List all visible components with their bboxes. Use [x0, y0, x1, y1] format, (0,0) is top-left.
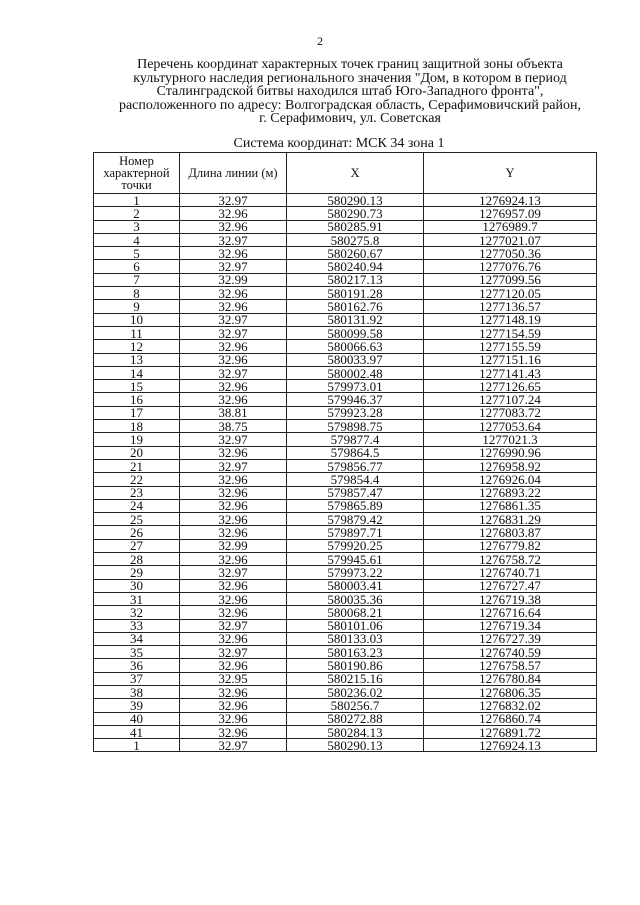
cell-line-length: 32.96	[180, 380, 287, 393]
cell-x: 579897.71	[287, 526, 424, 539]
cell-y: 1276727.39	[424, 632, 597, 645]
cell-x: 579946.37	[287, 393, 424, 406]
cell-y: 1276957.09	[424, 207, 597, 220]
cell-y: 1277155.59	[424, 340, 597, 353]
cell-line-length: 32.97	[180, 194, 287, 207]
cell-line-length: 32.96	[180, 340, 287, 353]
cell-x: 580190.86	[287, 659, 424, 672]
table-row	[94, 207, 597, 220]
cell-line-length: 32.99	[180, 539, 287, 552]
cell-y: 1277154.59	[424, 326, 597, 339]
cell-y: 1276806.35	[424, 685, 597, 698]
coordinate-system-caption: Система координат: МСК 34 зона 1	[233, 136, 445, 151]
cell-point-number: 11	[94, 326, 180, 339]
cell-point-number: 10	[94, 313, 180, 326]
table-row	[94, 499, 597, 512]
cell-line-length: 32.97	[180, 459, 287, 472]
cell-point-number: 25	[94, 513, 180, 526]
cell-point-number: 9	[94, 300, 180, 313]
cell-line-length: 32.97	[180, 260, 287, 273]
cell-x: 580066.63	[287, 340, 424, 353]
cell-x: 580191.28	[287, 287, 424, 300]
cell-point-number: 16	[94, 393, 180, 406]
cell-point-number: 15	[94, 380, 180, 393]
cell-y: 1276926.04	[424, 473, 597, 486]
cell-x: 580033.97	[287, 353, 424, 366]
cell-point-number: 17	[94, 406, 180, 419]
cell-y: 1276891.72	[424, 725, 597, 738]
cell-y: 1276758.57	[424, 659, 597, 672]
cell-x: 580068.21	[287, 606, 424, 619]
title-line: Перечень координат характерных точек границ защитной зоны объекта	[137, 57, 563, 72]
cell-x: 580099.58	[287, 326, 424, 339]
cell-y: 1276860.74	[424, 712, 597, 725]
cell-line-length: 32.95	[180, 672, 287, 685]
header-point-number: Номер характерной точки	[94, 153, 180, 194]
cell-point-number: 31	[94, 592, 180, 605]
cell-x: 580162.76	[287, 300, 424, 313]
cell-line-length: 32.96	[180, 287, 287, 300]
cell-point-number: 18	[94, 420, 180, 433]
cell-line-length: 32.96	[180, 553, 287, 566]
table-row	[94, 459, 597, 472]
cell-line-length: 32.96	[180, 446, 287, 459]
cell-x: 580260.67	[287, 247, 424, 260]
cell-y: 1277053.64	[424, 420, 597, 433]
cell-point-number: 20	[94, 446, 180, 459]
title-line: Сталинградской битвы находился штаб Юго-Западного фронта",	[156, 84, 544, 99]
table-row	[94, 646, 597, 659]
cell-line-length: 32.96	[180, 685, 287, 698]
cell-line-length: 32.97	[180, 646, 287, 659]
cell-point-number: 24	[94, 499, 180, 512]
cell-x: 579877.4	[287, 433, 424, 446]
cell-x: 580290.13	[287, 194, 424, 207]
cell-y: 1277136.57	[424, 300, 597, 313]
cell-x: 580236.02	[287, 685, 424, 698]
cell-x: 579920.25	[287, 539, 424, 552]
cell-x: 580284.13	[287, 725, 424, 738]
cell-y: 1277083.72	[424, 406, 597, 419]
table-row	[94, 353, 597, 366]
cell-x: 579879.42	[287, 513, 424, 526]
title-line: г. Серафимович, ул. Советская	[259, 111, 441, 126]
cell-line-length: 32.97	[180, 366, 287, 379]
table-row	[94, 194, 597, 207]
cell-line-length: 32.97	[180, 739, 287, 752]
cell-x: 579923.28	[287, 406, 424, 419]
cell-x: 580163.23	[287, 646, 424, 659]
cell-point-number: 21	[94, 459, 180, 472]
cell-x: 579898.75	[287, 420, 424, 433]
cell-point-number: 26	[94, 526, 180, 539]
table-row	[94, 473, 597, 486]
cell-line-length: 32.96	[180, 393, 287, 406]
cell-line-length: 32.96	[180, 592, 287, 605]
cell-y: 1276779.82	[424, 539, 597, 552]
cell-x: 579857.47	[287, 486, 424, 499]
cell-line-length: 32.96	[180, 247, 287, 260]
cell-x: 579865.89	[287, 499, 424, 512]
cell-line-length: 38.81	[180, 406, 287, 419]
table-row	[94, 313, 597, 326]
cell-line-length: 32.97	[180, 313, 287, 326]
title-line: культурного наследия регионального значения "Дом, в котором в период	[133, 70, 567, 86]
cell-line-length: 32.96	[180, 632, 287, 645]
cell-point-number: 8	[94, 287, 180, 300]
table-row	[94, 632, 597, 645]
cell-x: 580272.88	[287, 712, 424, 725]
table-row	[94, 619, 597, 632]
cell-y: 1276740.71	[424, 566, 597, 579]
cell-y: 1276803.87	[424, 526, 597, 539]
cell-x: 580035.36	[287, 592, 424, 605]
cell-x: 580133.03	[287, 632, 424, 645]
cell-point-number: 33	[94, 619, 180, 632]
cell-x: 580285.91	[287, 220, 424, 233]
cell-point-number: 14	[94, 366, 180, 379]
cell-point-number: 2	[94, 207, 180, 220]
table-row	[94, 486, 597, 499]
cell-line-length: 32.96	[180, 207, 287, 220]
cell-y: 1276716.64	[424, 606, 597, 619]
page-number: 2	[317, 34, 323, 48]
title-line: расположенного по адресу: Волгоградская область, Серафимовичский район,	[118, 97, 582, 113]
cell-line-length: 32.96	[180, 725, 287, 738]
header-y: Y	[424, 153, 597, 194]
coordinates-table	[93, 152, 597, 752]
cell-y: 1276924.13	[424, 739, 597, 752]
cell-line-length: 32.96	[180, 526, 287, 539]
table-row	[94, 712, 597, 725]
table-body	[94, 194, 597, 752]
cell-y: 1276758.72	[424, 553, 597, 566]
cell-x: 580256.7	[287, 699, 424, 712]
cell-point-number: 28	[94, 553, 180, 566]
cell-point-number: 34	[94, 632, 180, 645]
cell-line-length: 32.97	[180, 233, 287, 246]
cell-x: 580002.48	[287, 366, 424, 379]
cell-y: 1276893.22	[424, 486, 597, 499]
table-row	[94, 513, 597, 526]
table-row	[94, 247, 597, 260]
table-row	[94, 526, 597, 539]
cell-y: 1276832.02	[424, 699, 597, 712]
cell-x: 580101.06	[287, 619, 424, 632]
table-row	[94, 326, 597, 339]
cell-point-number: 30	[94, 579, 180, 592]
cell-x: 580240.94	[287, 260, 424, 273]
cell-point-number: 1	[94, 739, 180, 752]
table-row	[94, 672, 597, 685]
cell-y: 1276740.59	[424, 646, 597, 659]
cell-point-number: 5	[94, 247, 180, 260]
cell-point-number: 29	[94, 566, 180, 579]
cell-point-number: 13	[94, 353, 180, 366]
table-row	[94, 699, 597, 712]
cell-line-length: 32.96	[180, 300, 287, 313]
cell-y: 1276924.13	[424, 194, 597, 207]
table-row	[94, 685, 597, 698]
cell-y: 1276719.38	[424, 592, 597, 605]
table-row	[94, 233, 597, 246]
table-row	[94, 260, 597, 273]
cell-y: 1276958.92	[424, 459, 597, 472]
cell-line-length: 32.96	[180, 486, 287, 499]
cell-point-number: 38	[94, 685, 180, 698]
table-row	[94, 300, 597, 313]
cell-x: 580217.13	[287, 273, 424, 286]
cell-y: 1276719.34	[424, 619, 597, 632]
cell-point-number: 1	[94, 194, 180, 207]
cell-line-length: 32.96	[180, 353, 287, 366]
table-row	[94, 287, 597, 300]
table-row	[94, 592, 597, 605]
cell-point-number: 7	[94, 273, 180, 286]
cell-y: 1277126.65	[424, 380, 597, 393]
cell-line-length: 32.97	[180, 619, 287, 632]
cell-line-length: 32.96	[180, 712, 287, 725]
cell-line-length: 32.96	[180, 513, 287, 526]
cell-y: 1277099.56	[424, 273, 597, 286]
table-row	[94, 340, 597, 353]
table-row	[94, 659, 597, 672]
cell-x: 579973.01	[287, 380, 424, 393]
table-row	[94, 566, 597, 579]
cell-y: 1277050.36	[424, 247, 597, 260]
cell-line-length: 32.96	[180, 659, 287, 672]
cell-point-number: 37	[94, 672, 180, 685]
cell-x: 580290.13	[287, 739, 424, 752]
cell-point-number: 4	[94, 233, 180, 246]
cell-x: 579973.22	[287, 566, 424, 579]
cell-point-number: 6	[94, 260, 180, 273]
cell-y: 1277021.3	[424, 433, 597, 446]
cell-point-number: 40	[94, 712, 180, 725]
table-row	[94, 393, 597, 406]
cell-line-length: 32.97	[180, 326, 287, 339]
header-x: X	[287, 153, 424, 194]
cell-x: 580131.92	[287, 313, 424, 326]
header-line-length: Длина линии (м)	[180, 153, 287, 194]
cell-x: 579864.5	[287, 446, 424, 459]
cell-y: 1276861.35	[424, 499, 597, 512]
cell-x: 580275.8	[287, 233, 424, 246]
cell-line-length: 32.96	[180, 220, 287, 233]
cell-line-length: 32.99	[180, 273, 287, 286]
cell-x: 579856.77	[287, 459, 424, 472]
table-row	[94, 539, 597, 552]
cell-point-number: 19	[94, 433, 180, 446]
table-row	[94, 406, 597, 419]
table-row	[94, 739, 597, 752]
cell-line-length: 32.96	[180, 699, 287, 712]
cell-line-length: 32.96	[180, 499, 287, 512]
cell-y: 1276989.7	[424, 220, 597, 233]
cell-line-length: 32.96	[180, 579, 287, 592]
cell-point-number: 22	[94, 473, 180, 486]
cell-point-number: 35	[94, 646, 180, 659]
cell-y: 1277120.05	[424, 287, 597, 300]
cell-point-number: 39	[94, 699, 180, 712]
cell-point-number: 23	[94, 486, 180, 499]
cell-x: 579854.4	[287, 473, 424, 486]
cell-y: 1276727.47	[424, 579, 597, 592]
cell-line-length: 32.96	[180, 606, 287, 619]
table-row	[94, 433, 597, 446]
table-row	[94, 366, 597, 379]
cell-line-length: 32.97	[180, 433, 287, 446]
table-row	[94, 220, 597, 233]
cell-x: 580003.41	[287, 579, 424, 592]
table-row	[94, 579, 597, 592]
cell-y: 1277021.07	[424, 233, 597, 246]
table-row	[94, 273, 597, 286]
table-row	[94, 553, 597, 566]
cell-line-length: 38.75	[180, 420, 287, 433]
cell-y: 1277141.43	[424, 366, 597, 379]
cell-x: 580290.73	[287, 207, 424, 220]
table-row	[94, 420, 597, 433]
cell-point-number: 32	[94, 606, 180, 619]
document-title	[100, 58, 600, 126]
cell-x: 579945.61	[287, 553, 424, 566]
table-row	[94, 725, 597, 738]
cell-point-number: 41	[94, 725, 180, 738]
cell-point-number: 3	[94, 220, 180, 233]
cell-y: 1277148.19	[424, 313, 597, 326]
cell-y: 1277076.76	[424, 260, 597, 273]
cell-point-number: 12	[94, 340, 180, 353]
cell-line-length: 32.97	[180, 566, 287, 579]
cell-point-number: 27	[94, 539, 180, 552]
table-header-row	[94, 153, 597, 194]
cell-y: 1276831.29	[424, 513, 597, 526]
cell-y: 1277107.24	[424, 393, 597, 406]
cell-point-number: 36	[94, 659, 180, 672]
table-row	[94, 380, 597, 393]
cell-x: 580215.16	[287, 672, 424, 685]
cell-line-length: 32.96	[180, 473, 287, 486]
table-row	[94, 606, 597, 619]
cell-y: 1276780.84	[424, 672, 597, 685]
cell-y: 1277151.16	[424, 353, 597, 366]
table-row	[94, 446, 597, 459]
cell-y: 1276990.96	[424, 446, 597, 459]
